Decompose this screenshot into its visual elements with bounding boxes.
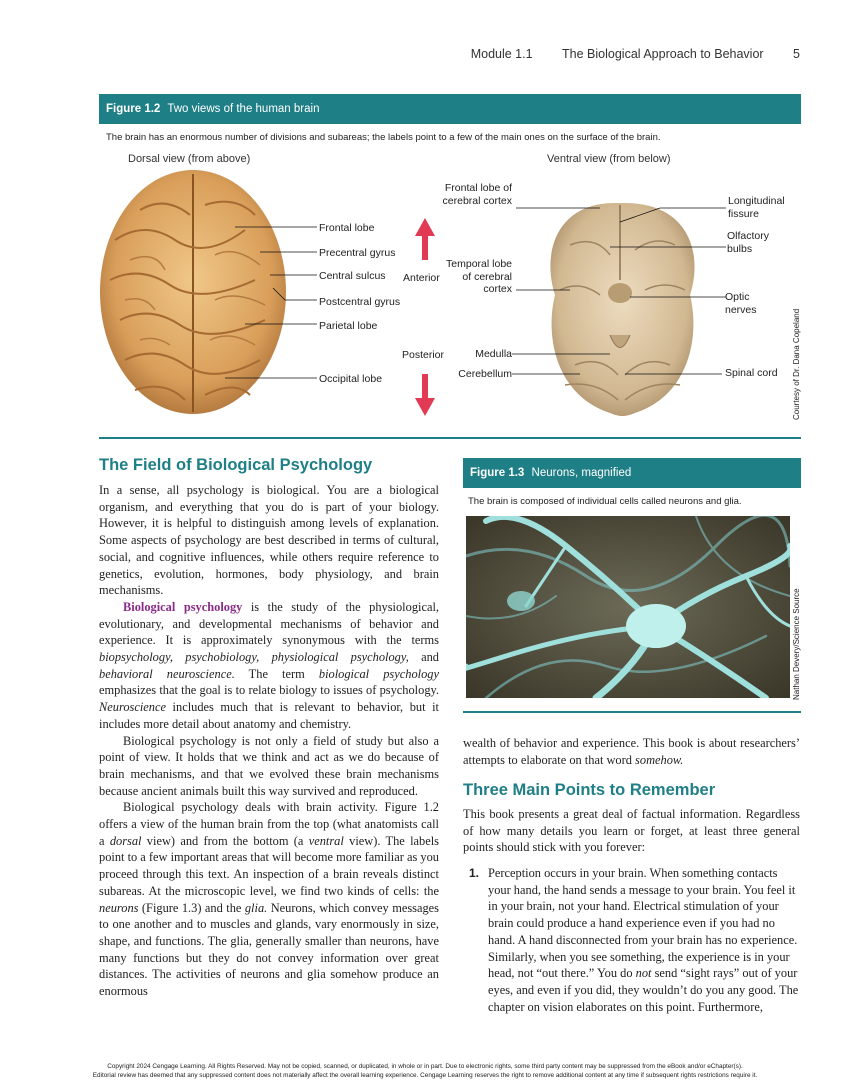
copyright-footer: [60, 1063, 790, 1080]
label-optic-nerves: Optic nerves: [725, 291, 757, 316]
figure-1-3-label: Figure 1.3: [470, 467, 525, 479]
section-heading-three-main-points: Three Main Points to Remember: [463, 781, 716, 799]
figure-1-3-title-bar: [463, 458, 801, 488]
paragraph-4: Biological psychology deals with brain activity. Figure 1.2 offers a view of the human brain from the top (what anatomists call a dorsal view) and from the bottom (a ventral view). The labels point to a few important areas that will become more familiar as you proceed through this text. An inspection of a brain reveals distinct subareas. At the microscopic level, we find two kinds of cells: the neurons (Figure 1.3) and the glia. Neurons, which convey messages to one another and to muscles and glands, vary enormously in size, shape, and functions. The glia, generally smaller than neurons, have many functions but they do not convey information over great distances. The activities of neurons and glia somehow produce an enormous: [99, 800, 439, 999]
figure-bottom-rule: [99, 437, 801, 439]
list-item-number: 1.: [469, 866, 480, 880]
figure-1-3-caption: The brain is composed of individual cells called neurons and glia.: [468, 496, 742, 507]
figure-1-2-credit: Courtesy of Dr. Dana Copeland: [792, 308, 801, 420]
label-anterior: Anterior: [403, 272, 440, 284]
label-central-sulcus: Central sulcus: [319, 270, 386, 282]
label-longitudinal-fissure: Longitudinal fissure: [728, 195, 785, 220]
figure-1-2-caption: The brain has an enormous number of divisions and subareas; the labels point to a few of the main ones on the surface of the brain.: [106, 132, 661, 143]
figure-1-3-title: Neurons, magnified: [531, 467, 632, 479]
orientation-arrows: [413, 216, 437, 418]
label-occipital-lobe: Occipital lobe: [319, 373, 383, 385]
paragraph-1: In a sense, all psychology is biological. You are a biological organism, and everything that you do is part of your biology. However, it is helpful to distinguish among levels of explanation. Some aspects of psychology are best described in terms of cultural, social, and cognitive influences, while others require reference to genetics, evolution, hormones, body physiology, and brain mechanisms.: [99, 483, 439, 598]
three-points-intro: This book presents a great deal of factual information. Regardless of how many details you learn or forget, at least three general points should stick with you forever:: [463, 807, 800, 855]
module-label: Module 1.1: [470, 47, 533, 61]
paragraph-3: Biological psychology is not only a field of study but also a point of view. It holds that we think and act as we do because of brain mechanisms, and that we evolved these brain mechanisms because ancient animals built this way survived and reproduced.: [99, 733, 439, 798]
paragraph-continued: wealth of behavior and experience. This book is about researchers’ attempts to elaborate on that word somehow.: [463, 736, 800, 767]
page-number: 5: [793, 47, 800, 61]
dorsal-view-title: Dorsal view (from above): [128, 153, 251, 165]
list-item-1: Perception occurs in your brain. When something contacts your hand, the hand sends a message to your brain. You feel it in your brain, not your hand. Electrical stimulation of your brain could produce a hand experience even if you had no hand. A hand disconnected from your brain has no experience. Similarly, when you see something, the experience is in your head, not “out there.” You do not send “sight rays” out of your eyes, and even if you did, they wouldn’t do you any good. The chapter on vision elaborates on this point. Furthermore,: [488, 866, 799, 1014]
copyright-line-2: Editorial review has deemed that any suppressed content does not materially affect the overall learning experience. Cengage Learning reserves the right to remove additional content at any time if subsequent rights restrictions require it.: [92, 1071, 758, 1079]
figure-1-3-bottom-rule: [463, 711, 801, 713]
right-column-continued-text: [463, 735, 800, 768]
ventral-brain-image: [550, 203, 694, 416]
label-precentral-gyrus: Precentral gyrus: [319, 247, 396, 259]
running-header: [0, 47, 800, 61]
label-posterior: Posterior: [402, 349, 445, 361]
key-term-biological-psychology: Biological psychology: [123, 599, 243, 614]
label-ventral-frontal-lobe: Frontal lobe of cerebral cortex: [442, 182, 512, 207]
label-cerebellum: Cerebellum: [458, 368, 512, 380]
label-spinal-cord: Spinal cord: [725, 367, 778, 379]
neurons-image: [466, 516, 790, 698]
copyright-line-1: Copyright 2024 Cengage Learning. All Rights Reserved. May not be copied, scanned, or duplicated, in whole or in part. Due to electronic rights, some third party content may be suppressed from the eBook and/or eChapter(s).: [107, 1063, 743, 1070]
paragraph-2: Biological psychology is the study of the physiological, evolutionary, and developmental mechanisms of behavior and experience. It is approximately synonymous with the terms biopsychology, psychobiology, physiological psychology, and behavioral neuroscience. The term biological psychology emphasizes that the goal is to relate biology to issues of psychology. Neuroscience includes much that is relevant to behavior, but it includes more detail about anatomy and chemistry.: [99, 599, 439, 731]
anterior-arrow-icon: [415, 218, 435, 260]
figure-1-3-credit: Nathan Devery/Science Source: [792, 588, 801, 700]
figure-1-2-title-bar: [99, 94, 801, 124]
label-parietal-lobe: Parietal lobe: [319, 320, 378, 332]
ventral-view-title: Ventral view (from below): [547, 153, 671, 165]
label-ventral-temporal-lobe: Temporal lobe of cerebral cortex: [446, 258, 512, 295]
label-postcentral-gyrus: Postcentral gyrus: [319, 296, 401, 308]
left-column-text: [99, 482, 439, 1000]
label-frontal-lobe: Frontal lobe: [319, 222, 375, 234]
figure-title: Two views of the human brain: [167, 103, 320, 115]
label-medulla: Medulla: [475, 348, 512, 360]
dorsal-brain-image: [100, 170, 286, 414]
label-olfactory-bulbs: Olfactory bulbs: [727, 230, 770, 255]
figure-label: Figure 1.2: [106, 103, 161, 115]
chapter-title: The Biological Approach to Behavior: [562, 47, 764, 61]
section-heading-biological-psychology: The Field of Biological Psychology: [99, 456, 373, 474]
